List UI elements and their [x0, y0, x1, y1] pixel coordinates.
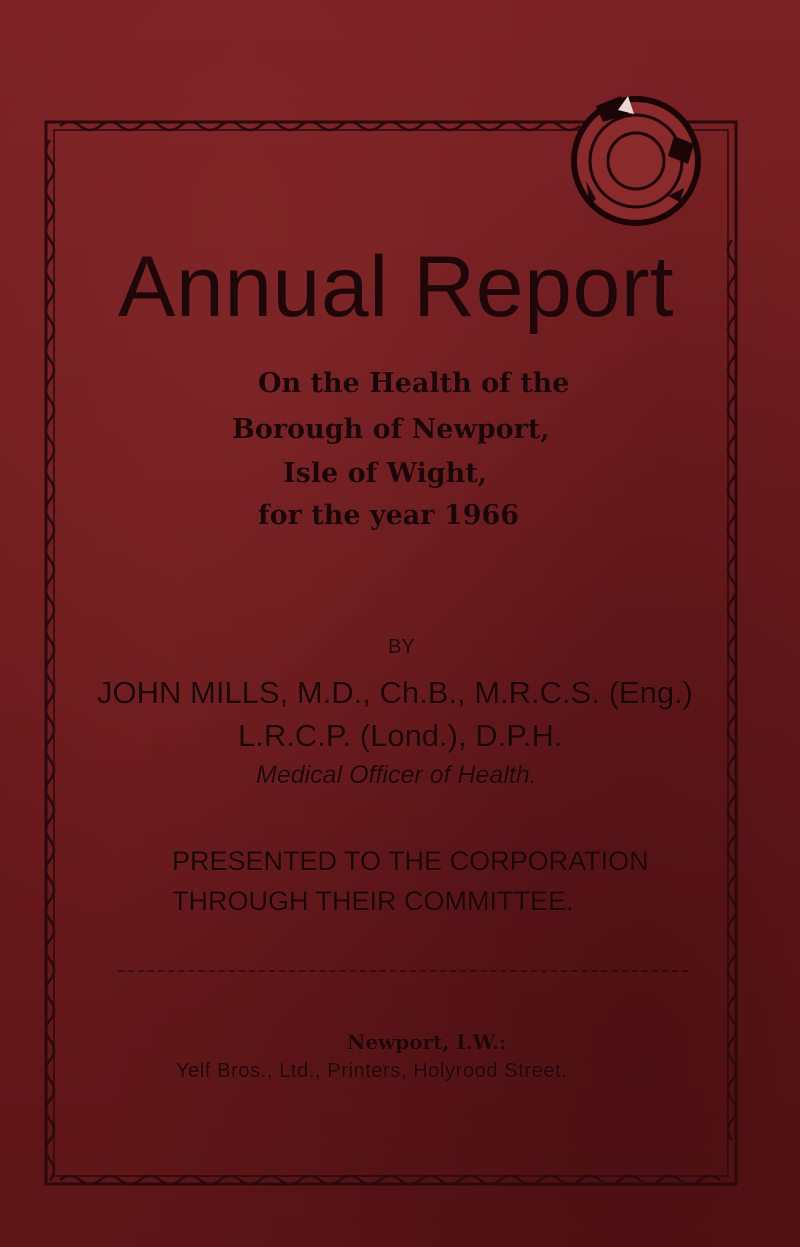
printer-imprint: Yelf Bros., Ltd., Printers, Holyrood Street. — [176, 1060, 568, 1082]
publication-place: Newport, I.W.: — [347, 1030, 507, 1054]
presented-line-1: PRESENTED TO THE CORPORATION — [172, 846, 649, 876]
borough-seal-icon — [556, 86, 716, 236]
divider-rule — [118, 970, 688, 972]
subtitle-line-3: Isle of Wight, — [283, 458, 488, 489]
report-title: Annual Report — [118, 239, 675, 335]
author-name: JOHN MILLS, M.D., Ch.B., M.R.C.S. (Eng.) — [97, 675, 693, 710]
subtitle-line-4: for the year 1966 — [258, 500, 520, 531]
by-label: BY — [388, 636, 415, 658]
subtitle-line-1: On the Health of the — [258, 368, 570, 399]
author-qualifications: L.R.C.P. (Lond.), D.P.H. — [238, 718, 563, 753]
subtitle-line-2: Borough of Newport, — [232, 414, 550, 445]
author-position: Medical Officer of Health. — [256, 761, 537, 789]
presented-line-2: THROUGH THEIR COMMITTEE. — [172, 886, 574, 916]
